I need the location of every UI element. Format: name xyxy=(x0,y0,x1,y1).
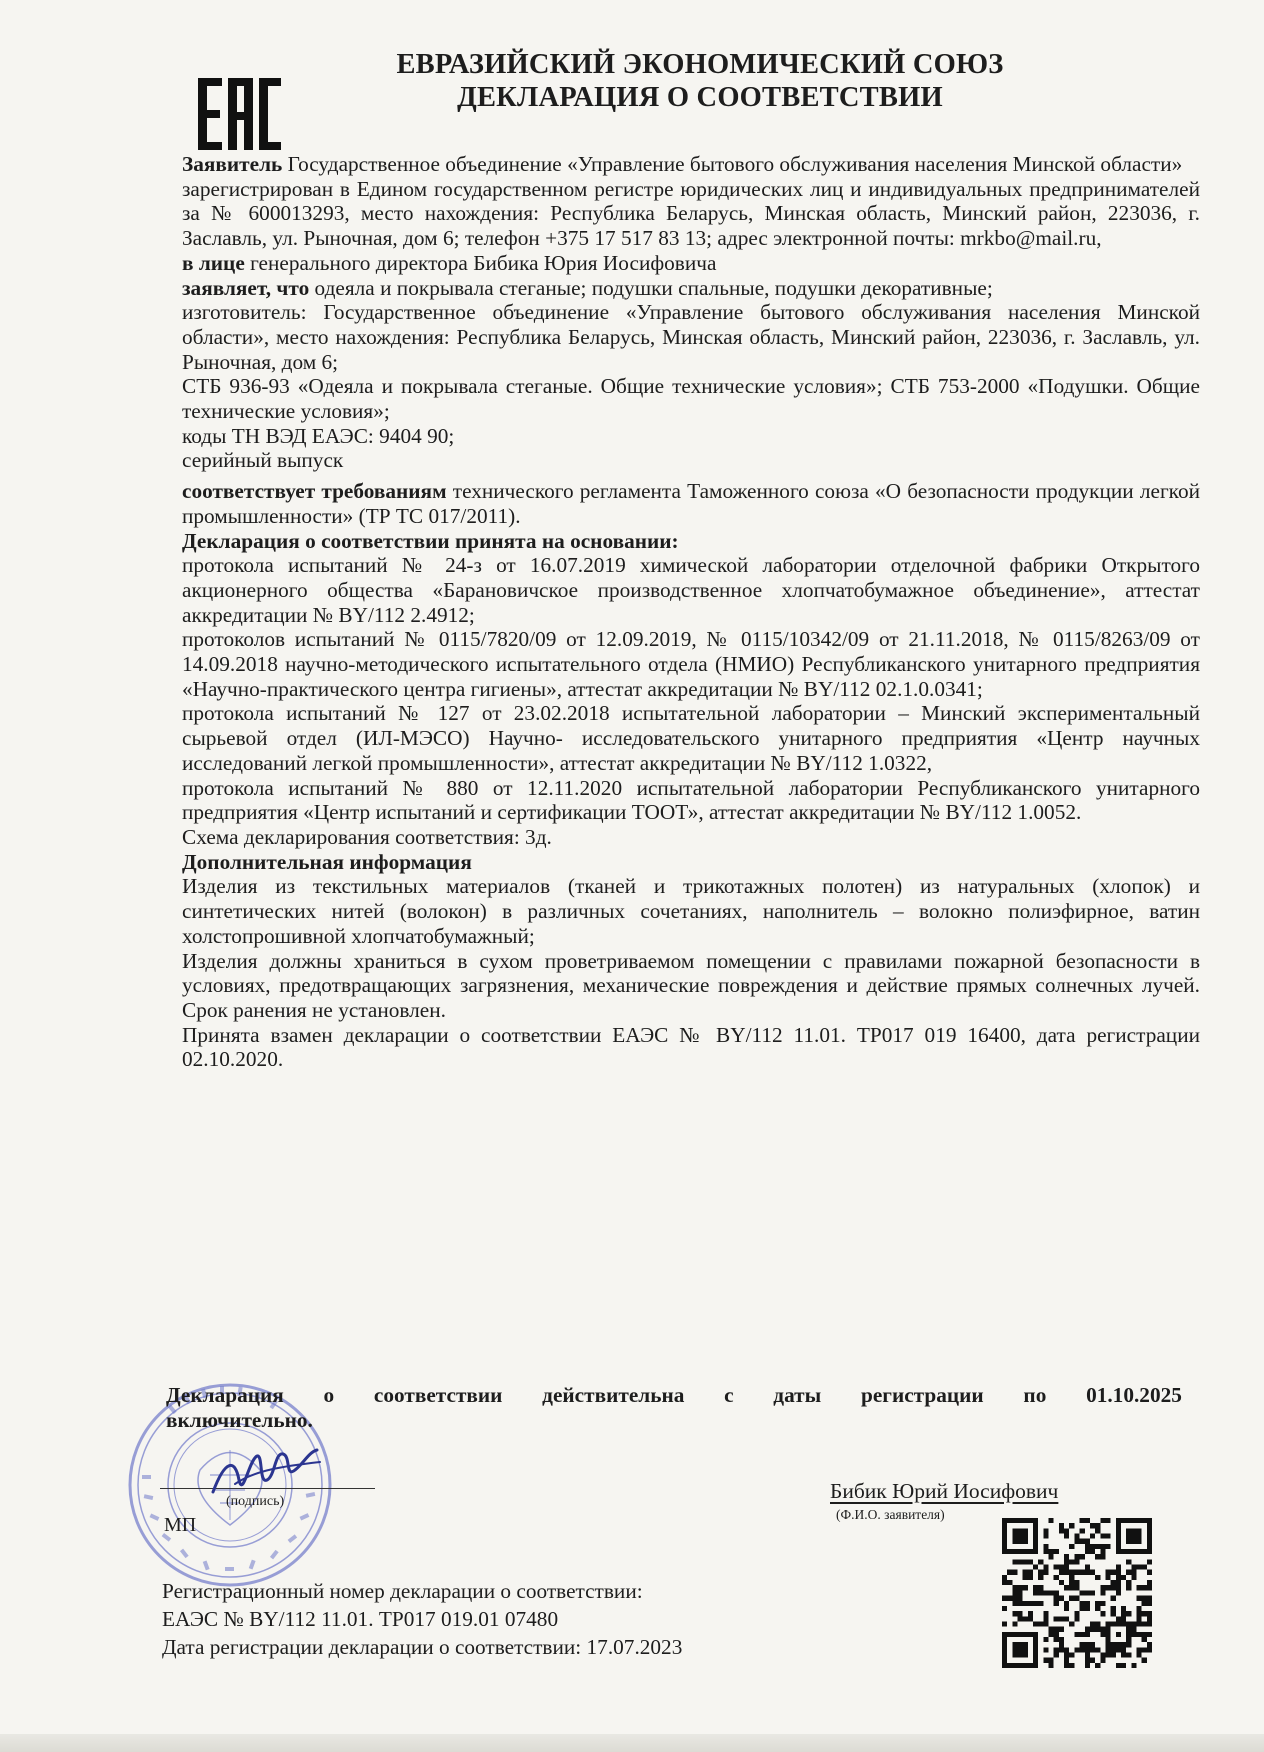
document-header xyxy=(300,48,1100,114)
eac-mark-icon xyxy=(196,78,282,150)
validity-line xyxy=(166,1383,1182,1408)
codes-paragraph: коды ТН ВЭД ЕАЭС: 9404 90; xyxy=(182,423,455,448)
registration-date: Дата регистрации декларации о соответствии: 17.07.2023 xyxy=(162,1635,683,1659)
registration-label: Регистрационный номер декларации о соответствии: xyxy=(162,1579,643,1603)
applicant-paragraph xyxy=(182,152,1200,177)
document-body xyxy=(182,152,1200,1072)
standards-paragraph: СТБ 936-93 «Одеяла и покрывала стеганые. Общие технические условия»; СТБ 753-2000 «Подушки. Общие технические условия»; xyxy=(182,374,1200,424)
validity-word: по xyxy=(1023,1383,1047,1407)
serial-paragraph: серийный выпуск xyxy=(182,448,344,473)
applicant-name: Государственное объединение «Управление бытового обслуживания населения Минской области» xyxy=(282,152,1183,176)
validity-word: действительна xyxy=(542,1383,685,1407)
validity-statement xyxy=(166,1383,1182,1433)
declares-products: одеяла и покрывала стеганые; подушки спальные, подушки декоративные; xyxy=(309,275,993,300)
validity-word: соответствии xyxy=(373,1383,503,1407)
registration-block xyxy=(162,1577,682,1661)
conformity-paragraph xyxy=(182,479,1200,528)
representative-text: генерального директора Бибика Юрия Иосифовича xyxy=(244,250,717,275)
applicant-registration: зарегистрирован в Едином государственном регистре юридических лиц и индивидуальных предпринимателей за № 600013293, место нахождения: Республика Беларусь, Минская область, Минский район, 223036, г. Заславль, ул. Рыночная, дом 6; телефон +375 17 517 83 13; адрес электронной почты: mrkbo@mail.ru, xyxy=(182,176,1200,251)
validity-word: Декларация xyxy=(166,1383,284,1407)
signature-caption: (подпись) xyxy=(226,1494,285,1509)
declares-label: заявляет, что xyxy=(182,275,310,300)
conformity-text: технического регламента Таможенного союза «О безопасности продукции легкой промышленности» (ТР ТС 017/2011). xyxy=(182,479,1200,528)
registration-number: ЕАЭС № BY/112 11.01. ТР017 019.01 07480 xyxy=(162,1607,559,1631)
validity-word: о xyxy=(323,1383,335,1407)
validity-word: даты xyxy=(773,1383,822,1407)
additional-paragraph: Принята взамен декларации о соответствии ЕАЭС № BY/112 11.01. ТР017 019 16400, дата регистрации 02.10.2020. xyxy=(182,1022,1200,1072)
header-declaration-title: ДЕКЛАРАЦИЯ О СООТВЕТСТВИИ xyxy=(457,82,943,113)
validity-end-date: 01.10.2025 xyxy=(1086,1383,1182,1407)
scan-bottom-edge xyxy=(0,1734,1264,1752)
applicant-name-caption: (Ф.И.О. заявителя) xyxy=(836,1507,945,1522)
validity-word: с xyxy=(724,1383,734,1407)
additional-paragraph: Изделия должны храниться в сухом проветриваемом помещении с правилами пожарной безопасности в условиях, предотвращающих загрязнения, механические повреждения и действие прямых солнечных лучей. Срок ранения не установлен. xyxy=(182,948,1200,1022)
representative-paragraph xyxy=(182,251,1200,276)
header-union-title: ЕВРАЗИЙСКИЙ ЭКОНОМИЧЕСКИЙ СОЮЗ xyxy=(396,49,1004,80)
scheme-paragraph: Схема декларирования соответствия: 3д. xyxy=(182,824,552,849)
validity-line-end: включительно. xyxy=(166,1408,313,1432)
seal-place-label: МП xyxy=(164,1514,197,1536)
validity-word: регистрации xyxy=(860,1383,984,1407)
qr-code-icon xyxy=(1002,1518,1152,1668)
conformity-label: соответствует требованиям xyxy=(182,479,447,504)
applicant-label: Заявитель xyxy=(182,152,283,176)
additional-paragraph: Изделия из текстильных материалов (тканей и трикотажных полотен) из натуральных (хлопок) и синтетических нитей (волокон) в различных сочетаниях, наполнитель – волокно полиэфирное, ватин холстопрошивной хлопчатобумажный; xyxy=(182,874,1200,948)
additional-heading: Дополнительная информация xyxy=(182,849,472,874)
basis-item: протокола испытаний № 880 от 12.11.2020 испытательной лаборатории Республиканского унитарного предприятия «Центр испытаний и сертификации ТООТ», аттестат аккредитации № BY/112 1.0052. xyxy=(182,775,1200,825)
applicant-full-name: Бибик Юрий Иосифович xyxy=(830,1479,1059,1503)
basis-item: протокола испытаний № 127 от 23.02.2018 испытательной лаборатории – Минский экспериментальный сырьевой отдел (ИЛ-МЭСО) Научно- исследовательского унитарного предприятия «Центр научных исследований легкой промышленности», аттестат аккредитации № BY/112 1.0322, xyxy=(182,701,1200,775)
basis-heading: Декларация о соответствии принята на основании: xyxy=(182,528,679,553)
representative-label: в лице xyxy=(182,250,245,275)
declares-paragraph xyxy=(182,276,1200,301)
basis-item: протокола испытаний № 24-з от 16.07.2019 химической лаборатории отделочной фабрики Открытого акционерного общества «Барановичское производственное хлопчатобумажное объединение», аттестат аккредитации № BY/112 2.4912; xyxy=(182,553,1200,627)
basis-item: протоколов испытаний № 0115/7820/09 от 12.09.2019, № 0115/10342/09 от 21.11.2018, № 0115/8263/09 от 14.09.2018 научно-методического испытательного отдела (НМИО) Республиканского унитарного предприятия «Научно-практического центра гигиены», аттестат аккредитации № BY/112 02.1.0.0341; xyxy=(182,627,1200,701)
manufacturer-paragraph: изготовитель: Государственное объединение «Управление бытового обслуживания населения Минской области», место нахождения: Республика Беларусь, Минская область, Минский район, 223036, г. Заславль, ул. Рыночная, дом 6; xyxy=(182,300,1200,374)
